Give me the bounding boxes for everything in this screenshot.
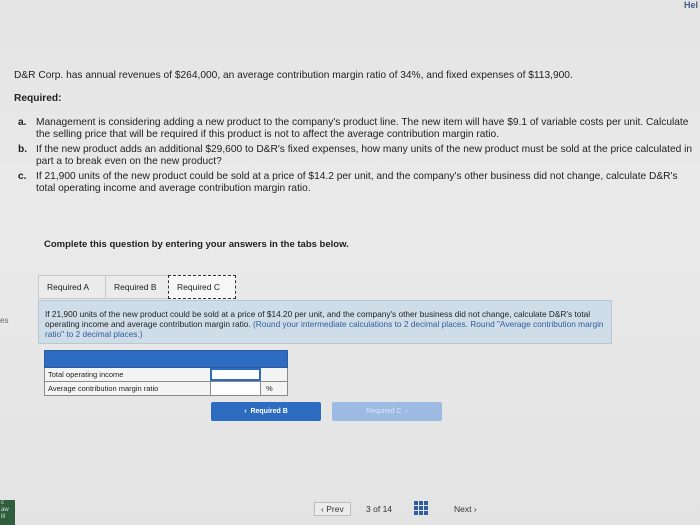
problem-intro: D&R Corp. has annual revenues of $264,000, an average contribution margin ratio of 34%, and fixed expenses of $113,900.	[14, 70, 573, 81]
next-button[interactable]: Next ›	[454, 504, 477, 514]
rounding-note: (Round your intermediate calculations to 2 decimal places. Round "Average contribution margin ratio" to 2 decimal places.)	[45, 319, 604, 339]
percent-unit: %	[266, 384, 273, 393]
chevron-left-icon: ‹	[244, 408, 247, 415]
problem-statement	[14, 70, 694, 198]
bottom-navigation	[0, 496, 700, 525]
table-row	[44, 382, 288, 396]
chevron-right-icon: ›	[405, 408, 408, 415]
help-link[interactable]: Hel	[683, 0, 698, 10]
question-text: If 21,900 units of the new product could be sold at a price of $14.20 per unit, and the company's other business did not change, calculate D&R's total operating income and average contribution margin ratio.	[45, 309, 591, 329]
table-row	[44, 368, 288, 382]
answer-table	[44, 350, 288, 396]
prev-button[interactable]: ‹ Prev	[314, 502, 351, 516]
tabs-instruction: Complete this question by entering your answers in the tabs below.	[44, 239, 349, 250]
tab-required-c[interactable]: Required C	[168, 275, 236, 299]
prev-tab-button[interactable]: ‹ Required B	[211, 402, 321, 421]
chevron-right-icon: ›	[473, 504, 477, 514]
requirement-item: b. If the new product adds an additional $29,600 to D&R's fixed expenses, how many units of the new product must be sold at the price calculated in part a to break even on the new product?	[18, 144, 693, 167]
tab-required-a[interactable]: Required A	[38, 275, 113, 299]
row-label: Average contribution margin ratio	[48, 384, 159, 393]
page-indicator: 3 of 14	[366, 504, 393, 514]
requirement-item: a. Management is considering adding a new product to the company's product line. The new item will have $9.1 of variable costs per unit. Calculate the selling price that will be required if this product is not to affect the average contribution margin ratio.	[18, 117, 689, 140]
required-heading: Required:	[14, 93, 62, 104]
question-box	[38, 300, 612, 344]
grid-icon[interactable]	[414, 501, 428, 515]
left-sidebar-label: es	[0, 316, 9, 325]
tab-required-b[interactable]: Required B	[105, 275, 180, 299]
chevron-left-icon: ‹	[321, 504, 324, 514]
left-badge: c aw ill	[0, 500, 15, 525]
requirement-item: c. If 21,900 units of the new product could be sold at a price of $14.2 per unit, and the company's other business did not change, calculate D&R's total operating income and average contribution margin ratio.	[18, 171, 678, 194]
next-tab-button[interactable]: Required C ›	[332, 402, 442, 421]
total-operating-income-input[interactable]	[210, 368, 261, 381]
answer-table-header	[44, 350, 288, 368]
row-label: Total operating income	[48, 370, 124, 379]
avg-cm-ratio-input[interactable]	[210, 382, 261, 395]
